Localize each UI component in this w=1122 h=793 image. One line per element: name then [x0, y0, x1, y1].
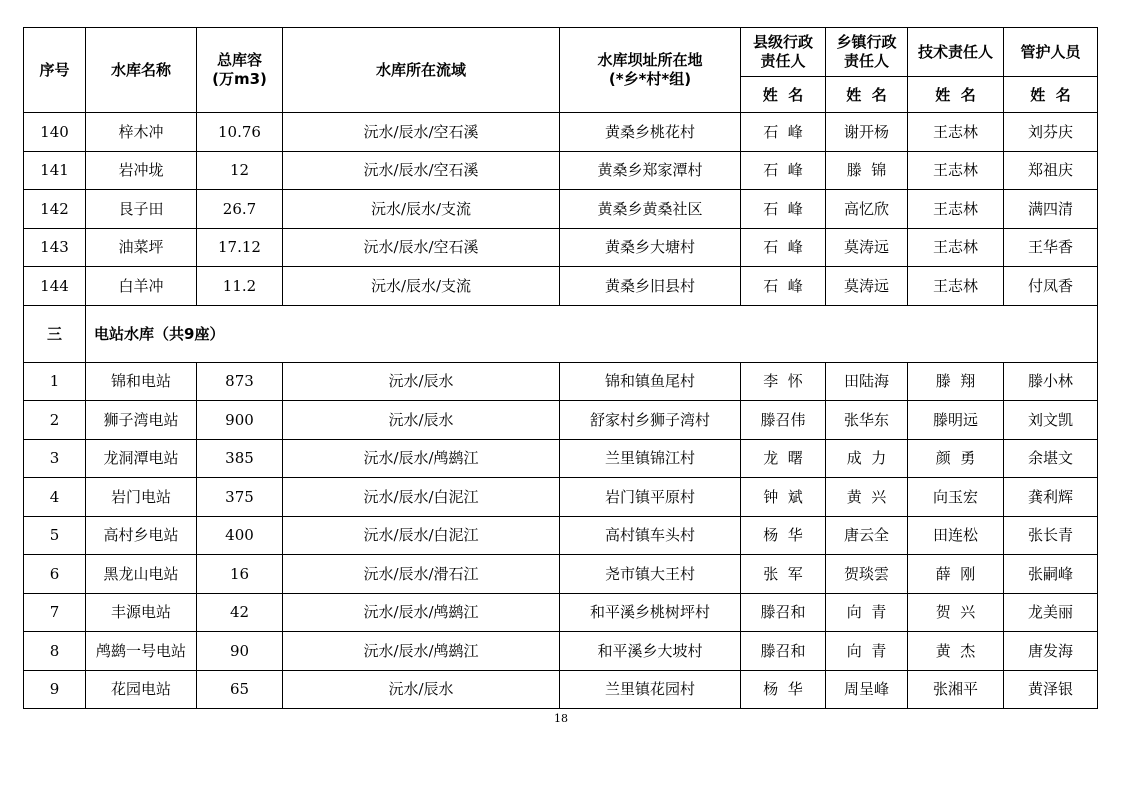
- cell-name: 艮子田: [86, 190, 197, 229]
- cell-tech: 向玉宏: [908, 478, 1004, 517]
- table-row: [24, 151, 1098, 190]
- subheader-town-name: 姓 名: [826, 77, 908, 113]
- cell-name: 狮子湾电站: [86, 401, 197, 440]
- section-row: [24, 305, 1098, 362]
- cell-county: 杨 华: [741, 670, 826, 709]
- cell-town: 莫涛远: [826, 267, 908, 306]
- cell-county: 钟 斌: [741, 478, 826, 517]
- cell-county: 滕召和: [741, 593, 826, 632]
- section-block: [24, 305, 1098, 362]
- cell-name: 花园电站: [86, 670, 197, 709]
- cell-name: 岩门电站: [86, 478, 197, 517]
- cell-basin: 沅水/辰水/鸬鹚江: [283, 632, 560, 671]
- cell-location: 尧市镇大王村: [560, 555, 741, 594]
- cell-town: 滕 锦: [826, 151, 908, 190]
- cell-location: 黄桑乡郑家潭村: [560, 151, 741, 190]
- cell-basin: 沅水/辰水/支流: [283, 190, 560, 229]
- cell-keeper: 满四清: [1004, 190, 1098, 229]
- cell-county: 杨 华: [741, 516, 826, 555]
- cell-basin: 沅水/辰水/鸬鹚江: [283, 593, 560, 632]
- cell-seq: 140: [24, 113, 86, 152]
- cell-tech: 田连松: [908, 516, 1004, 555]
- cell-keeper: 黄泽银: [1004, 670, 1098, 709]
- cell-name: 锦和电站: [86, 362, 197, 401]
- cell-county: 石 峰: [741, 151, 826, 190]
- table-row: [24, 555, 1098, 594]
- subheader-keeper-name: 姓 名: [1004, 77, 1098, 113]
- cell-location: 舒家村乡狮子湾村: [560, 401, 741, 440]
- table-row: [24, 516, 1098, 555]
- cell-name: 鸬鹚一号电站: [86, 632, 197, 671]
- cell-keeper: 龙美丽: [1004, 593, 1098, 632]
- cell-capacity: 900: [197, 401, 283, 440]
- cell-town: 张华东: [826, 401, 908, 440]
- cell-capacity: 16: [197, 555, 283, 594]
- cell-location: 黄桑乡黄桑社区: [560, 190, 741, 229]
- cell-keeper: 龚利辉: [1004, 478, 1098, 517]
- cell-keeper: 王华香: [1004, 228, 1098, 267]
- cell-seq: 141: [24, 151, 86, 190]
- cell-town: 向 青: [826, 593, 908, 632]
- cell-seq: 144: [24, 267, 86, 306]
- cell-location: 黄桑乡旧县村: [560, 267, 741, 306]
- cell-name: 龙洞潭电站: [86, 439, 197, 478]
- cell-name: 梓木冲: [86, 113, 197, 152]
- cell-basin: 沅水/辰水/白泥江: [283, 516, 560, 555]
- header-town: [826, 28, 908, 77]
- cell-name: 白羊冲: [86, 267, 197, 306]
- cell-capacity: 65: [197, 670, 283, 709]
- cell-keeper: 郑祖庆: [1004, 151, 1098, 190]
- cell-basin: 沅水/辰水: [283, 362, 560, 401]
- cell-location: 岩门镇平原村: [560, 478, 741, 517]
- header-basin: 水库所在流域: [283, 28, 560, 113]
- cell-county: 石 峰: [741, 113, 826, 152]
- cell-capacity: 873: [197, 362, 283, 401]
- cell-basin: 沅水/辰水/滑石江: [283, 555, 560, 594]
- cell-location: 锦和镇鱼尾村: [560, 362, 741, 401]
- cell-location: 兰里镇锦江村: [560, 439, 741, 478]
- table-row: [24, 401, 1098, 440]
- cell-town: 黄 兴: [826, 478, 908, 517]
- reservoir-table: [23, 27, 1098, 709]
- cell-keeper: 刘芬庆: [1004, 113, 1098, 152]
- cell-town: 成 力: [826, 439, 908, 478]
- table-header: [24, 28, 1098, 113]
- cell-seq: 6: [24, 555, 86, 594]
- cell-capacity: 12: [197, 151, 283, 190]
- header-capacity-line1: 总库容: [216, 51, 262, 69]
- header-capacity: [197, 28, 283, 113]
- header-county-line1: 县级行政: [752, 33, 813, 51]
- cell-keeper: 刘文凯: [1004, 401, 1098, 440]
- cell-basin: 沅水/辰水/白泥江: [283, 478, 560, 517]
- cell-seq: 2: [24, 401, 86, 440]
- cell-location: 兰里镇花园村: [560, 670, 741, 709]
- subheader-county-name: 姓 名: [741, 77, 826, 113]
- cell-county: 李 怀: [741, 362, 826, 401]
- cell-basin: 沅水/辰水: [283, 401, 560, 440]
- cell-keeper: 张长青: [1004, 516, 1098, 555]
- cell-town: 莫涛远: [826, 228, 908, 267]
- table-row: [24, 670, 1098, 709]
- cell-name: 黑龙山电站: [86, 555, 197, 594]
- cell-county: 石 峰: [741, 267, 826, 306]
- cell-location: 黄桑乡桃花村: [560, 113, 741, 152]
- header-county: [741, 28, 826, 77]
- table-body-bottom: [24, 362, 1098, 709]
- cell-location: 高村镇车头村: [560, 516, 741, 555]
- cell-capacity: 400: [197, 516, 283, 555]
- cell-tech: 滕明远: [908, 401, 1004, 440]
- table-row: [24, 228, 1098, 267]
- cell-seq: 7: [24, 593, 86, 632]
- header-keeper: 管护人员: [1004, 28, 1098, 77]
- cell-town: 高忆欣: [826, 190, 908, 229]
- cell-tech: 王志林: [908, 267, 1004, 306]
- cell-capacity: 10.76: [197, 113, 283, 152]
- header-tech: 技术责任人: [908, 28, 1004, 77]
- cell-tech: 贺 兴: [908, 593, 1004, 632]
- cell-seq: 9: [24, 670, 86, 709]
- cell-county: 张 军: [741, 555, 826, 594]
- table-row: [24, 362, 1098, 401]
- cell-capacity: 385: [197, 439, 283, 478]
- cell-seq: 8: [24, 632, 86, 671]
- cell-capacity: 17.12: [197, 228, 283, 267]
- cell-town: 田陆海: [826, 362, 908, 401]
- cell-tech: 黄 杰: [908, 632, 1004, 671]
- cell-tech: 王志林: [908, 113, 1004, 152]
- cell-tech: 王志林: [908, 151, 1004, 190]
- cell-town: 向 青: [826, 632, 908, 671]
- cell-seq: 142: [24, 190, 86, 229]
- section-index: 三: [24, 305, 86, 362]
- cell-location: 和平溪乡大坡村: [560, 632, 741, 671]
- cell-capacity: 90: [197, 632, 283, 671]
- cell-town: 谢开杨: [826, 113, 908, 152]
- header-town-line2: 责任人: [843, 52, 889, 70]
- cell-basin: 沅水/辰水: [283, 670, 560, 709]
- cell-capacity: 11.2: [197, 267, 283, 306]
- cell-seq: 4: [24, 478, 86, 517]
- cell-name: 丰源电站: [86, 593, 197, 632]
- cell-county: 滕召伟: [741, 401, 826, 440]
- header-location-line1: 水库坝址所在地: [597, 51, 703, 69]
- header-location-line2: (*乡*村*组): [608, 70, 692, 88]
- cell-seq: 143: [24, 228, 86, 267]
- cell-tech: 薛 刚: [908, 555, 1004, 594]
- header-capacity-line2: (万m3): [212, 70, 267, 88]
- cell-name: 高村乡电站: [86, 516, 197, 555]
- cell-town: 周呈峰: [826, 670, 908, 709]
- cell-keeper: 付凤香: [1004, 267, 1098, 306]
- cell-tech: 张湘平: [908, 670, 1004, 709]
- cell-basin: 沅水/辰水/空石溪: [283, 228, 560, 267]
- header-location: [560, 28, 741, 113]
- cell-tech: 颜 勇: [908, 439, 1004, 478]
- cell-basin: 沅水/辰水/空石溪: [283, 113, 560, 152]
- cell-name: 岩冲垅: [86, 151, 197, 190]
- section-title: 电站水库（共9座）: [86, 305, 1098, 362]
- cell-keeper: 唐发海: [1004, 632, 1098, 671]
- table-body-top: [24, 113, 1098, 306]
- table-row: [24, 113, 1098, 152]
- cell-basin: 沅水/辰水/鸬鹚江: [283, 439, 560, 478]
- header-county-line2: 责任人: [760, 52, 806, 70]
- table-row: [24, 478, 1098, 517]
- cell-capacity: 375: [197, 478, 283, 517]
- cell-seq: 1: [24, 362, 86, 401]
- cell-tech: 滕 翔: [908, 362, 1004, 401]
- cell-county: 石 峰: [741, 190, 826, 229]
- cell-keeper: 余堪文: [1004, 439, 1098, 478]
- cell-county: 龙 曙: [741, 439, 826, 478]
- cell-county: 滕召和: [741, 632, 826, 671]
- subheader-tech-name: 姓 名: [908, 77, 1004, 113]
- header-town-line1: 乡镇行政: [836, 33, 897, 51]
- header-seq: 序号: [24, 28, 86, 113]
- cell-town: 唐云全: [826, 516, 908, 555]
- table-row: [24, 190, 1098, 229]
- cell-town: 贺琰雲: [826, 555, 908, 594]
- cell-tech: 王志林: [908, 228, 1004, 267]
- cell-name: 油菜坪: [86, 228, 197, 267]
- cell-keeper: 张嗣峰: [1004, 555, 1098, 594]
- cell-seq: 5: [24, 516, 86, 555]
- cell-capacity: 42: [197, 593, 283, 632]
- cell-location: 黄桑乡大塘村: [560, 228, 741, 267]
- cell-basin: 沅水/辰水/空石溪: [283, 151, 560, 190]
- cell-capacity: 26.7: [197, 190, 283, 229]
- cell-tech: 王志林: [908, 190, 1004, 229]
- table-row: [24, 267, 1098, 306]
- cell-basin: 沅水/辰水/支流: [283, 267, 560, 306]
- header-name: 水库名称: [86, 28, 197, 113]
- cell-county: 石 峰: [741, 228, 826, 267]
- cell-seq: 3: [24, 439, 86, 478]
- cell-keeper: 滕小林: [1004, 362, 1098, 401]
- page-number: 18: [554, 712, 568, 725]
- table-row: [24, 632, 1098, 671]
- table-row: [24, 439, 1098, 478]
- cell-location: 和平溪乡桃树坪村: [560, 593, 741, 632]
- table-row: [24, 593, 1098, 632]
